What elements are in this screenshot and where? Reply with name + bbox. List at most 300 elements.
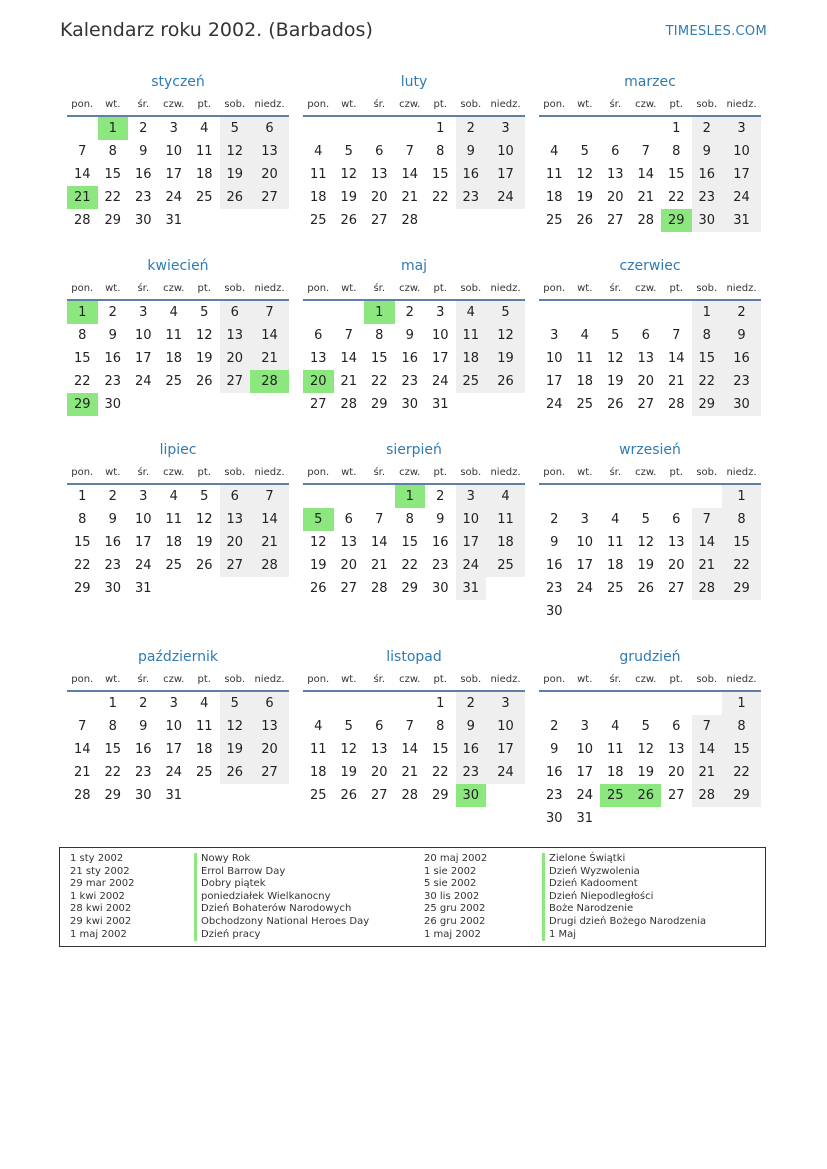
weekday-label: pt. <box>433 282 447 294</box>
weekday-label: pon. <box>71 282 94 294</box>
weekday-label: niedz. <box>254 98 285 110</box>
day-cell: 16 <box>545 765 563 780</box>
weekday-label: pon. <box>543 282 566 294</box>
day-cell: 9 <box>436 512 445 527</box>
day-cell: 2 <box>550 512 559 527</box>
month-name: październik <box>138 649 218 665</box>
day-cell: 7 <box>405 719 414 734</box>
day-cell: 24 <box>165 190 183 205</box>
day-cell: 16 <box>401 351 419 366</box>
holiday-dates-right <box>424 853 487 941</box>
weekend-day-cell: 27 <box>250 186 289 209</box>
empty-cell <box>600 692 631 715</box>
day-cell: 21 <box>667 374 685 389</box>
weekday-header <box>539 93 761 117</box>
week-row <box>539 140 761 163</box>
weekday-label: niedz. <box>490 466 521 478</box>
day-cell: 8 <box>78 512 87 527</box>
day-cell: 6 <box>344 512 353 527</box>
day-cell: 31 <box>431 397 449 412</box>
day-cell: 20 <box>340 558 358 573</box>
empty-cell <box>189 784 220 807</box>
day-cell: 10 <box>576 742 594 757</box>
weekend-day-cell: 1 <box>692 301 723 324</box>
day-cell: 5 <box>641 512 650 527</box>
day-cell: 4 <box>169 305 178 320</box>
day-cell: 1 <box>108 696 117 711</box>
day-cell: 19 <box>637 558 655 573</box>
weekday-label: pt. <box>433 466 447 478</box>
holiday-date: 21 sty 2002 <box>70 865 130 877</box>
empty-cell <box>67 117 98 140</box>
empty-cell <box>250 393 289 416</box>
holiday-day-cell: 25 <box>600 784 631 807</box>
week-row <box>539 807 761 830</box>
weekday-label: pt. <box>669 673 683 685</box>
day-cell: 15 <box>73 351 91 366</box>
day-cell: 29 <box>431 788 449 803</box>
day-cell: 22 <box>667 190 685 205</box>
weekday-label: śr. <box>609 98 622 110</box>
day-cell: 9 <box>139 719 148 734</box>
day-cell: 24 <box>165 765 183 780</box>
day-cell: 9 <box>405 328 414 343</box>
day-cell: 12 <box>606 351 624 366</box>
empty-cell <box>539 485 570 508</box>
weekday-header <box>303 461 525 485</box>
day-cell: 8 <box>672 144 681 159</box>
empty-cell <box>539 117 570 140</box>
day-cell: 9 <box>108 512 117 527</box>
site-link[interactable]: TIMESLES.COM <box>665 24 767 39</box>
day-cell: 15 <box>370 351 388 366</box>
month-name: luty <box>400 74 428 90</box>
weekend-day-cell: 9 <box>456 715 487 738</box>
weekend-day-cell: 28 <box>692 577 723 600</box>
day-cell: 16 <box>431 535 449 550</box>
empty-cell <box>250 577 289 600</box>
day-cell: 5 <box>200 305 209 320</box>
holiday-name: Boże Narodzenie <box>542 903 706 916</box>
week-row <box>67 140 289 163</box>
day-cell: 22 <box>73 374 91 389</box>
days-grid <box>539 301 761 416</box>
empty-cell <box>600 600 631 623</box>
week-row <box>539 163 761 186</box>
weekday-label: niedz. <box>490 282 521 294</box>
day-cell: 8 <box>436 719 445 734</box>
day-cell: 14 <box>667 351 685 366</box>
weekend-day-cell: 11 <box>486 508 525 531</box>
day-cell: 16 <box>104 351 122 366</box>
weekend-day-cell: 14 <box>692 531 723 554</box>
day-cell: 22 <box>73 558 91 573</box>
holiday-day-cell: 29 <box>661 209 692 232</box>
weekday-label: wt. <box>105 673 121 685</box>
day-cell: 20 <box>667 765 685 780</box>
weekend-day-cell: 12 <box>220 715 251 738</box>
weekday-label: pon. <box>71 673 94 685</box>
day-cell: 31 <box>134 581 152 596</box>
weekend-day-cell: 1 <box>722 692 761 715</box>
day-cell: 5 <box>641 719 650 734</box>
weekend-day-cell: 10 <box>722 140 761 163</box>
day-cell: 2 <box>108 489 117 504</box>
day-cell: 12 <box>340 742 358 757</box>
holiday-name: Drugi dzień Bożego Narodzenia <box>542 916 706 929</box>
day-cell: 23 <box>545 788 563 803</box>
day-cell: 31 <box>165 213 183 228</box>
empty-cell <box>334 117 365 140</box>
day-cell: 30 <box>401 397 419 412</box>
weekend-day-cell: 7 <box>692 715 723 738</box>
day-cell: 28 <box>401 788 419 803</box>
week-row <box>303 761 525 784</box>
day-cell: 3 <box>139 305 148 320</box>
weekday-label: sob. <box>224 673 246 685</box>
day-cell: 10 <box>165 144 183 159</box>
day-cell: 7 <box>78 719 87 734</box>
day-cell: 7 <box>641 144 650 159</box>
empty-cell <box>570 301 601 324</box>
empty-cell <box>303 117 334 140</box>
weekday-header <box>67 277 289 301</box>
weekend-day-cell: 22 <box>722 554 761 577</box>
days-grid <box>303 692 525 807</box>
weekday-header <box>303 93 525 117</box>
day-cell: 28 <box>73 213 91 228</box>
weekend-day-cell: 8 <box>722 508 761 531</box>
empty-cell <box>539 301 570 324</box>
weekday-label: śr. <box>373 673 386 685</box>
day-cell: 6 <box>611 144 620 159</box>
weekday-label: śr. <box>609 466 622 478</box>
month-name: marzec <box>624 74 676 90</box>
day-cell: 15 <box>431 742 449 757</box>
holiday-name: poniedziałek Wielkanocny <box>194 891 369 904</box>
weekday-label: śr. <box>373 466 386 478</box>
empty-cell <box>189 209 220 232</box>
week-row <box>303 738 525 761</box>
weekend-day-cell: 29 <box>722 784 761 807</box>
day-cell: 11 <box>309 742 327 757</box>
day-cell: 20 <box>370 190 388 205</box>
day-cell: 16 <box>545 558 563 573</box>
weekday-label: czw. <box>163 98 185 110</box>
day-cell: 23 <box>401 374 419 389</box>
weekday-label: śr. <box>137 466 150 478</box>
weekend-day-cell: 7 <box>250 485 289 508</box>
weekend-day-cell: 7 <box>250 301 289 324</box>
weekday-label: czw. <box>163 282 185 294</box>
day-cell: 18 <box>576 374 594 389</box>
weekend-day-cell: 3 <box>486 117 525 140</box>
week-row <box>303 692 525 715</box>
empty-cell <box>250 209 289 232</box>
day-cell: 16 <box>104 535 122 550</box>
week-row <box>539 508 761 531</box>
day-cell: 19 <box>195 351 213 366</box>
weekend-day-cell: 2 <box>692 117 723 140</box>
day-cell: 20 <box>370 765 388 780</box>
day-cell: 5 <box>611 328 620 343</box>
week-row <box>67 531 289 554</box>
month-name: sierpień <box>386 442 442 458</box>
empty-cell <box>456 393 487 416</box>
holiday-dates-left <box>70 853 135 941</box>
month-7 <box>67 439 289 600</box>
weekend-day-cell: 31 <box>456 577 487 600</box>
week-row <box>539 738 761 761</box>
day-cell: 9 <box>108 328 117 343</box>
weekend-day-cell: 26 <box>486 370 525 393</box>
holiday-day-cell: 29 <box>67 393 98 416</box>
weekend-day-cell: 16 <box>456 163 487 186</box>
day-cell: 30 <box>134 788 152 803</box>
day-cell: 3 <box>580 719 589 734</box>
weekend-day-cell: 13 <box>250 715 289 738</box>
day-cell: 9 <box>139 144 148 159</box>
weekday-label: śr. <box>137 673 150 685</box>
weekend-day-cell: 17 <box>722 163 761 186</box>
empty-cell <box>159 393 190 416</box>
day-cell: 3 <box>169 121 178 136</box>
day-cell: 18 <box>165 351 183 366</box>
day-cell: 8 <box>405 512 414 527</box>
weekday-label: śr. <box>137 98 150 110</box>
day-cell: 13 <box>309 351 327 366</box>
day-cell: 19 <box>637 765 655 780</box>
weekend-day-cell: 28 <box>250 554 289 577</box>
holiday-day-cell: 20 <box>303 370 334 393</box>
day-cell: 22 <box>431 190 449 205</box>
week-row <box>539 117 761 140</box>
day-cell: 25 <box>309 788 327 803</box>
empty-cell <box>334 301 365 324</box>
week-row <box>67 324 289 347</box>
day-cell: 21 <box>401 190 419 205</box>
month-name: grudzień <box>619 649 681 665</box>
weekday-label: wt. <box>577 673 593 685</box>
weekend-day-cell: 8 <box>692 324 723 347</box>
weekday-label: śr. <box>373 282 386 294</box>
month-4 <box>67 255 289 416</box>
day-cell: 4 <box>611 512 620 527</box>
week-row <box>67 784 289 807</box>
weekday-label: pon. <box>543 98 566 110</box>
day-cell: 16 <box>134 742 152 757</box>
empty-cell <box>220 577 251 600</box>
day-cell: 23 <box>431 558 449 573</box>
day-cell: 2 <box>405 305 414 320</box>
day-cell: 6 <box>375 144 384 159</box>
weekday-label: pon. <box>307 673 330 685</box>
weekend-day-cell: 26 <box>220 186 251 209</box>
week-row <box>303 209 525 232</box>
holiday-legend <box>59 847 766 947</box>
weekday-label: sob. <box>460 673 482 685</box>
empty-cell <box>303 301 334 324</box>
month-name: listopad <box>386 649 442 665</box>
weekday-label: sob. <box>224 466 246 478</box>
month-6 <box>539 255 761 416</box>
weekend-day-cell: 25 <box>486 554 525 577</box>
week-row <box>539 186 761 209</box>
week-row <box>303 577 525 600</box>
week-row <box>539 393 761 416</box>
weekday-label: śr. <box>609 282 622 294</box>
weekend-day-cell: 4 <box>486 485 525 508</box>
empty-cell <box>364 485 395 508</box>
weekday-label: sob. <box>696 98 718 110</box>
weekend-day-cell: 15 <box>722 738 761 761</box>
day-cell: 28 <box>401 213 419 228</box>
days-grid <box>303 301 525 416</box>
holiday-day-cell: 1 <box>67 301 98 324</box>
week-row <box>67 393 289 416</box>
week-row <box>303 485 525 508</box>
holiday-name: Dzień Kadooment <box>542 878 706 891</box>
day-cell: 18 <box>195 742 213 757</box>
day-cell: 27 <box>606 213 624 228</box>
weekday-header <box>67 668 289 692</box>
day-cell: 26 <box>195 558 213 573</box>
day-cell: 2 <box>108 305 117 320</box>
week-row <box>539 761 761 784</box>
weekend-day-cell: 23 <box>456 761 487 784</box>
weekday-label: niedz. <box>726 282 757 294</box>
weekday-label: czw. <box>635 282 657 294</box>
weekend-day-cell: 16 <box>722 347 761 370</box>
weekday-label: niedz. <box>490 98 521 110</box>
week-row <box>303 554 525 577</box>
day-cell: 18 <box>309 190 327 205</box>
weekend-day-cell: 30 <box>692 209 723 232</box>
empty-cell <box>128 393 159 416</box>
week-row <box>303 324 525 347</box>
weekend-day-cell: 5 <box>220 117 251 140</box>
holiday-name: 1 Maj <box>542 929 706 942</box>
month-3 <box>539 71 761 232</box>
week-row <box>67 347 289 370</box>
day-cell: 29 <box>73 581 91 596</box>
weekend-day-cell: 24 <box>722 186 761 209</box>
day-cell: 10 <box>134 512 152 527</box>
day-cell: 11 <box>576 351 594 366</box>
weekend-day-cell: 27 <box>220 554 251 577</box>
day-cell: 12 <box>637 742 655 757</box>
weekend-day-cell: 1 <box>722 485 761 508</box>
empty-cell <box>570 692 601 715</box>
day-cell: 26 <box>340 788 358 803</box>
day-cell: 22 <box>370 374 388 389</box>
weekend-day-cell: 4 <box>456 301 487 324</box>
day-cell: 17 <box>165 167 183 182</box>
month-9 <box>539 439 761 623</box>
day-cell: 13 <box>340 535 358 550</box>
weekend-day-cell: 18 <box>486 531 525 554</box>
weekend-day-cell: 20 <box>250 163 289 186</box>
weekend-day-cell: 10 <box>486 140 525 163</box>
day-cell: 17 <box>545 374 563 389</box>
weekend-day-cell: 23 <box>456 186 487 209</box>
weekday-label: śr. <box>373 98 386 110</box>
empty-cell <box>600 117 631 140</box>
weekend-day-cell: 16 <box>692 163 723 186</box>
day-cell: 9 <box>550 742 559 757</box>
weekday-label: czw. <box>163 673 185 685</box>
day-cell: 19 <box>309 558 327 573</box>
weekend-day-cell: 18 <box>456 347 487 370</box>
month-name: czerwiec <box>619 258 681 274</box>
day-cell: 23 <box>104 374 122 389</box>
weekend-day-cell: 10 <box>456 508 487 531</box>
week-row <box>539 784 761 807</box>
day-cell: 11 <box>545 167 563 182</box>
day-cell: 7 <box>78 144 87 159</box>
weekday-label: sob. <box>696 466 718 478</box>
day-cell: 22 <box>401 558 419 573</box>
empty-cell <box>631 600 662 623</box>
holiday-date: 1 maj 2002 <box>424 928 481 940</box>
empty-cell <box>661 692 692 715</box>
holiday-date: 5 sie 2002 <box>424 878 477 890</box>
day-cell: 23 <box>134 190 152 205</box>
empty-cell <box>661 600 692 623</box>
weekday-label: czw. <box>635 98 657 110</box>
empty-cell <box>456 209 487 232</box>
day-cell: 14 <box>340 351 358 366</box>
days-grid <box>539 692 761 830</box>
week-row <box>303 301 525 324</box>
weekend-day-cell: 6 <box>220 301 251 324</box>
week-row <box>539 301 761 324</box>
holiday-name: Dobry piątek <box>194 878 369 891</box>
empty-cell <box>250 784 289 807</box>
holiday-names-left <box>194 853 369 941</box>
day-cell: 10 <box>165 719 183 734</box>
day-cell: 11 <box>309 167 327 182</box>
day-cell: 13 <box>667 742 685 757</box>
day-cell: 27 <box>370 213 388 228</box>
day-cell: 1 <box>436 696 445 711</box>
day-cell: 14 <box>370 535 388 550</box>
day-cell: 27 <box>667 581 685 596</box>
weekend-day-cell: 25 <box>456 370 487 393</box>
weekend-day-cell: 22 <box>722 761 761 784</box>
day-cell: 24 <box>134 558 152 573</box>
weekday-label: czw. <box>399 282 421 294</box>
empty-cell <box>334 692 365 715</box>
day-cell: 24 <box>576 788 594 803</box>
weekend-day-cell: 2 <box>722 301 761 324</box>
week-row <box>303 393 525 416</box>
day-cell: 8 <box>375 328 384 343</box>
week-row <box>539 554 761 577</box>
days-grid <box>67 117 289 232</box>
day-cell: 2 <box>139 121 148 136</box>
days-grid <box>539 485 761 623</box>
empty-cell <box>692 485 723 508</box>
weekend-day-cell: 29 <box>692 393 723 416</box>
day-cell: 20 <box>637 374 655 389</box>
day-cell: 18 <box>195 167 213 182</box>
weekday-label: niedz. <box>726 466 757 478</box>
empty-cell <box>364 692 395 715</box>
day-cell: 13 <box>370 742 388 757</box>
week-row <box>67 117 289 140</box>
weekend-day-cell: 15 <box>692 347 723 370</box>
